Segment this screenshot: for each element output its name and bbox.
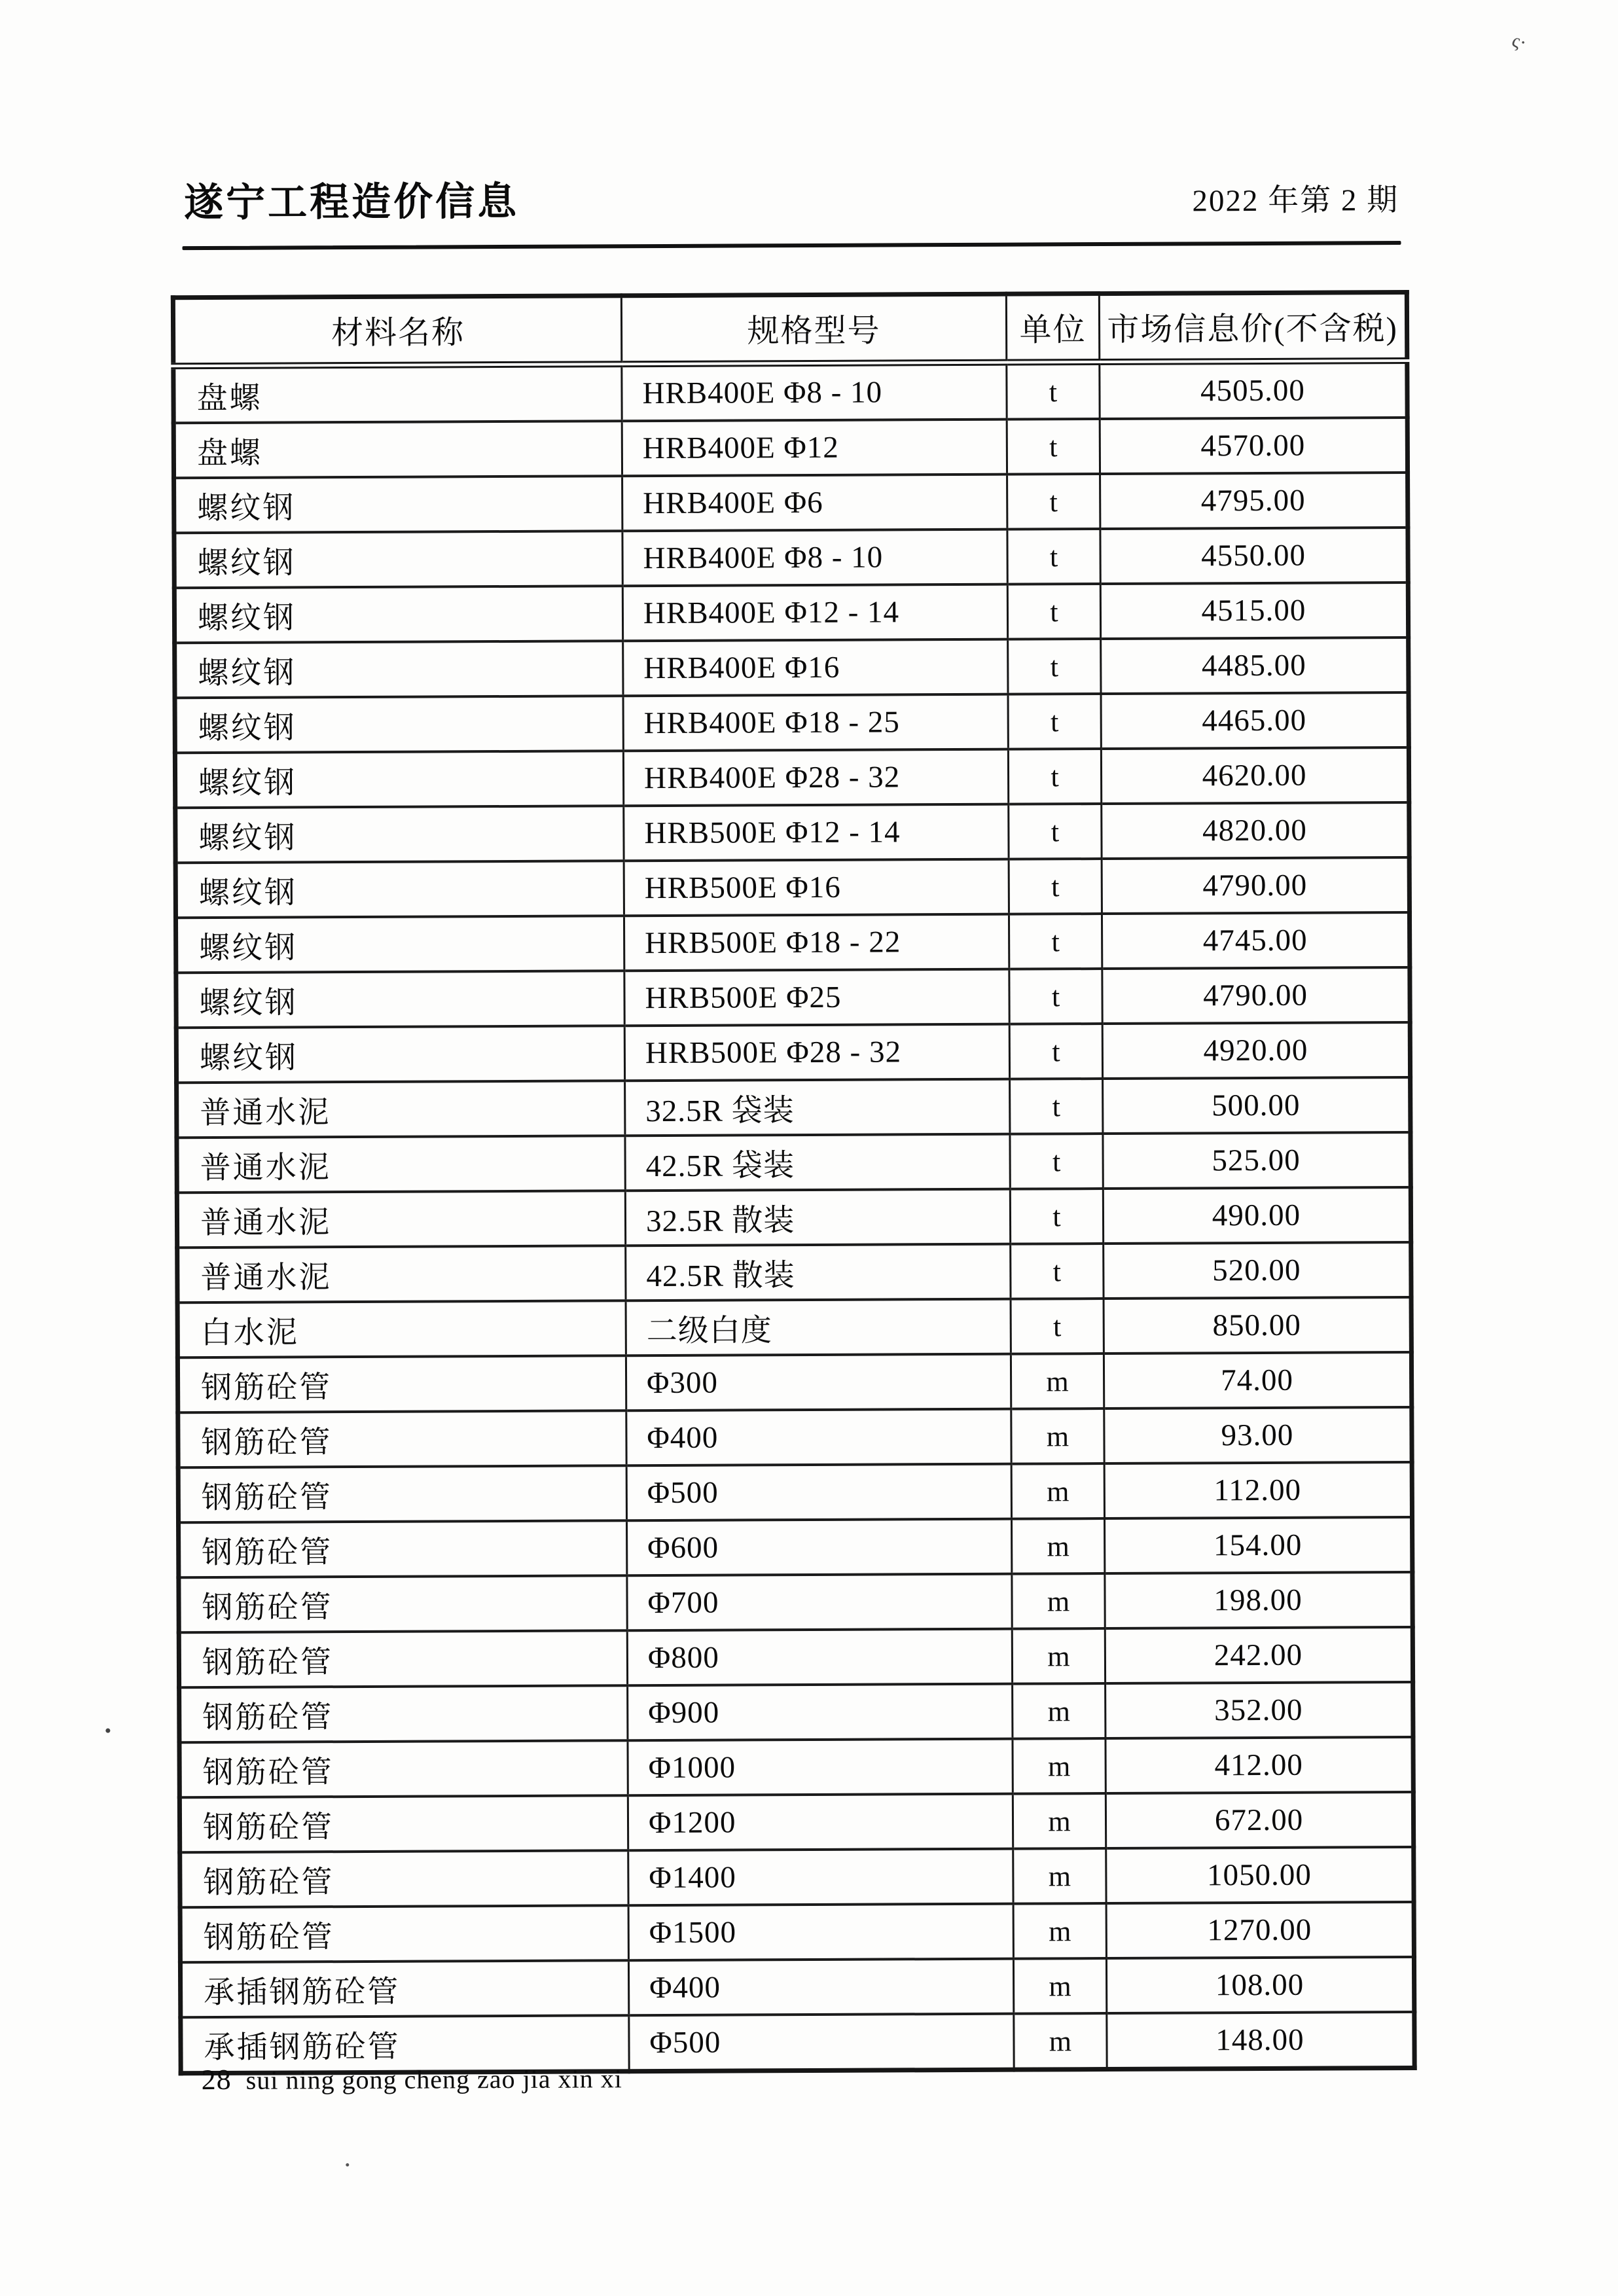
page-footer: [202, 2061, 622, 2096]
cell-material: 螺纹钢: [175, 861, 624, 918]
table-row: [175, 802, 1409, 863]
cell-material: 螺纹钢: [175, 696, 623, 753]
table-row: [176, 1022, 1410, 1083]
cell-price: 4505.00: [1100, 361, 1407, 419]
cell-spec: Φ700: [627, 1574, 1012, 1631]
cell-spec: 42.5R 袋装: [625, 1134, 1010, 1191]
cell-spec: 32.5R 袋装: [625, 1079, 1010, 1136]
cell-price: 4570.00: [1100, 418, 1407, 474]
table-row: [178, 1407, 1412, 1467]
cell-spec: HRB500E Φ25: [624, 969, 1009, 1026]
cell-unit: t: [1008, 694, 1101, 749]
cell-spec: HRB400E Φ16: [623, 639, 1008, 696]
cell-spec: Φ1000: [628, 1739, 1013, 1796]
scan-speck: [346, 2163, 349, 2166]
cell-price: 1050.00: [1106, 1847, 1414, 1903]
cell-price: 4790.00: [1102, 857, 1409, 914]
cell-spec: Φ1200: [628, 1794, 1013, 1851]
scan-mark: ς·: [1509, 29, 1529, 54]
table-row: [178, 1462, 1412, 1522]
cell-spec: Φ600: [627, 1519, 1012, 1576]
column-header-unit: 单位: [1006, 294, 1099, 363]
table-row: [177, 1297, 1411, 1357]
table-row: [175, 857, 1409, 918]
cell-spec: Φ1500: [628, 1904, 1013, 1961]
cell-material: 钢筋砼管: [179, 1575, 627, 1632]
cell-price: 93.00: [1104, 1407, 1412, 1463]
cell-price: 74.00: [1104, 1352, 1411, 1408]
cell-unit: t: [1009, 969, 1102, 1024]
cell-unit: t: [1010, 1079, 1103, 1134]
table-row: [180, 1902, 1414, 1962]
cell-unit: t: [1007, 419, 1100, 475]
table-header-row: [173, 293, 1407, 367]
cell-price: 4920.00: [1102, 1022, 1410, 1079]
cell-price: 154.00: [1105, 1517, 1412, 1573]
cell-spec: 42.5R 散装: [626, 1244, 1011, 1301]
cell-material: 螺纹钢: [174, 531, 622, 588]
cell-material: 螺纹钢: [176, 1026, 624, 1083]
cell-material: 钢筋砼管: [179, 1740, 628, 1797]
table-row: [174, 528, 1408, 588]
table-row: [175, 637, 1409, 698]
table-row: [180, 1847, 1414, 1907]
cell-price: 520.00: [1104, 1242, 1411, 1299]
cell-price: 4550.00: [1100, 528, 1408, 584]
cell-price: 108.00: [1106, 1957, 1414, 2013]
cell-material: 螺纹钢: [175, 641, 623, 698]
table-row: [177, 1242, 1411, 1302]
cell-material: 承插钢筋砼管: [180, 1960, 628, 2017]
cell-material: 螺纹钢: [176, 971, 624, 1028]
cell-unit: t: [1009, 1024, 1102, 1079]
cell-price: 112.00: [1104, 1462, 1412, 1518]
cell-unit: m: [1013, 1793, 1106, 1849]
table-row: [179, 1737, 1413, 1797]
cell-price: 672.00: [1106, 1792, 1413, 1848]
cell-spec: HRB400E Φ18 - 25: [623, 694, 1008, 751]
cell-unit: m: [1012, 1518, 1105, 1574]
cell-unit: m: [1013, 1903, 1106, 1959]
cell-spec: Φ300: [626, 1354, 1011, 1411]
cell-spec: HRB500E Φ16: [624, 859, 1009, 916]
table-row: [177, 1187, 1411, 1247]
cell-spec: HRB400E Φ8 - 10: [622, 363, 1007, 422]
cell-spec: HRB500E Φ18 - 22: [624, 914, 1009, 971]
cell-unit: t: [1009, 914, 1102, 969]
cell-spec: Φ500: [626, 1464, 1011, 1521]
cell-material: 钢筋砼管: [180, 1850, 628, 1907]
cell-spec: Φ400: [628, 1959, 1013, 2016]
cell-spec: 二级白度: [626, 1299, 1011, 1356]
cell-price: 352.00: [1106, 1682, 1413, 1738]
table-row: [173, 418, 1407, 478]
cell-price: 4515.00: [1100, 583, 1408, 639]
cell-spec: HRB400E Φ8 - 10: [622, 529, 1007, 586]
cell-spec: Φ900: [628, 1684, 1013, 1741]
table-row: [179, 1627, 1412, 1687]
table-row: [175, 692, 1409, 753]
cell-material: 螺纹钢: [174, 586, 622, 643]
cell-unit: m: [1013, 1848, 1106, 1904]
table-row: [175, 747, 1409, 808]
cell-price: 412.00: [1106, 1737, 1413, 1793]
cell-price: 4620.00: [1101, 747, 1409, 804]
cell-spec: HRB400E Φ6: [622, 475, 1007, 531]
cell-unit: t: [1007, 474, 1100, 529]
cell-price: 490.00: [1103, 1187, 1411, 1244]
cell-spec: HRB400E Φ28 - 32: [623, 749, 1008, 806]
table-row: [174, 583, 1408, 643]
cell-material: 螺纹钢: [175, 806, 624, 863]
cell-price: 500.00: [1103, 1077, 1411, 1134]
cell-material: 钢筋砼管: [178, 1465, 626, 1522]
cell-material: 钢筋砼管: [179, 1520, 627, 1577]
cell-material: 螺纹钢: [175, 916, 624, 973]
cell-unit: t: [1008, 639, 1101, 694]
table-row: [179, 1682, 1413, 1742]
cell-price: 4795.00: [1100, 473, 1408, 529]
cell-unit: m: [1012, 1573, 1105, 1629]
cell-material: 白水泥: [177, 1300, 626, 1357]
price-table-body: [173, 361, 1414, 2073]
cell-spec: Φ400: [626, 1409, 1011, 1466]
cell-unit: m: [1013, 1738, 1106, 1794]
cell-unit: m: [1013, 1958, 1106, 2014]
cell-unit: t: [1007, 529, 1100, 584]
cell-price: 850.00: [1104, 1297, 1411, 1354]
column-header-price: 市场信息价(不含税): [1099, 293, 1407, 363]
cell-unit: m: [1011, 1463, 1104, 1519]
cell-material: 钢筋砼管: [179, 1685, 628, 1742]
cell-material: 钢筋砼管: [179, 1795, 628, 1852]
cell-material: 钢筋砼管: [178, 1410, 626, 1467]
table-row: [179, 1517, 1412, 1577]
cell-unit: m: [1011, 1408, 1104, 1464]
cell-unit: t: [1011, 1244, 1104, 1299]
cell-price: 4465.00: [1101, 692, 1409, 749]
table-row: [175, 912, 1409, 973]
cell-material: 钢筋砼管: [180, 1905, 628, 1962]
cell-unit: t: [1007, 362, 1100, 420]
cell-spec: Φ500: [629, 2014, 1014, 2072]
table-row: [174, 473, 1408, 533]
footer-caption: sui ning gong cheng zao jia xin xi: [245, 2064, 622, 2095]
cell-material: 普通水泥: [177, 1136, 625, 1193]
cell-price: 4820.00: [1102, 802, 1409, 859]
cell-spec: 32.5R 散装: [625, 1189, 1010, 1246]
cell-material: 盘螺: [173, 364, 622, 423]
table-row: [177, 1077, 1411, 1138]
cell-price: 4790.00: [1102, 967, 1410, 1024]
cell-unit: m: [1011, 1354, 1104, 1409]
cell-unit: t: [1007, 584, 1100, 639]
cell-price: 1270.00: [1106, 1902, 1414, 1958]
cell-material: 普通水泥: [177, 1246, 626, 1302]
cell-material: 普通水泥: [177, 1191, 625, 1247]
page-number: 28: [201, 2063, 232, 2096]
table-row: [177, 1132, 1411, 1193]
cell-price: 525.00: [1103, 1132, 1411, 1189]
header-divider: [183, 241, 1401, 250]
cell-price: 148.00: [1107, 2012, 1414, 2070]
cell-material: 钢筋砼管: [177, 1355, 626, 1412]
cell-spec: HRB400E Φ12: [622, 420, 1007, 476]
cell-material: 钢筋砼管: [179, 1630, 627, 1687]
cell-material: 螺纹钢: [175, 751, 623, 808]
column-header-spec: 规格型号: [621, 294, 1006, 364]
cell-unit: m: [1012, 1628, 1105, 1684]
cell-spec: HRB400E Φ12 - 14: [622, 584, 1007, 641]
table-row: [180, 1957, 1414, 2017]
table-row: [173, 361, 1407, 423]
material-price-table: [171, 290, 1412, 2075]
cell-unit: t: [1010, 1189, 1103, 1244]
scan-speck: [105, 1729, 110, 1733]
cell-price: 198.00: [1105, 1572, 1412, 1628]
column-header-material: 材料名称: [173, 296, 621, 366]
cell-unit: m: [1013, 1683, 1106, 1739]
cell-material: 盘螺: [173, 421, 622, 478]
cell-price: 4485.00: [1101, 637, 1409, 694]
issue-label: 2022 年第 2 期: [1192, 183, 1399, 219]
cell-spec: Φ800: [627, 1629, 1012, 1686]
cell-price: 4745.00: [1102, 912, 1409, 969]
table-row: [176, 967, 1410, 1028]
table-row: [179, 1792, 1413, 1852]
cell-material: 螺纹钢: [174, 476, 622, 533]
table-row: [179, 1572, 1412, 1632]
cell-spec: Φ1400: [628, 1849, 1013, 1906]
cell-unit: t: [1009, 804, 1102, 859]
page-title: 遂宁工程造价信息: [184, 179, 520, 225]
cell-material: 普通水泥: [177, 1081, 625, 1138]
cell-unit: t: [1008, 749, 1101, 804]
cell-unit: t: [1009, 859, 1102, 914]
cell-material: 承插钢筋砼管: [181, 2015, 629, 2073]
cell-unit: m: [1014, 2013, 1107, 2070]
cell-spec: HRB500E Φ12 - 14: [624, 804, 1009, 861]
cell-price: 242.00: [1105, 1627, 1412, 1683]
cell-unit: t: [1010, 1134, 1103, 1189]
cell-spec: HRB500E Φ28 - 32: [624, 1024, 1009, 1081]
table-row: [177, 1352, 1411, 1412]
cell-unit: t: [1011, 1299, 1104, 1354]
